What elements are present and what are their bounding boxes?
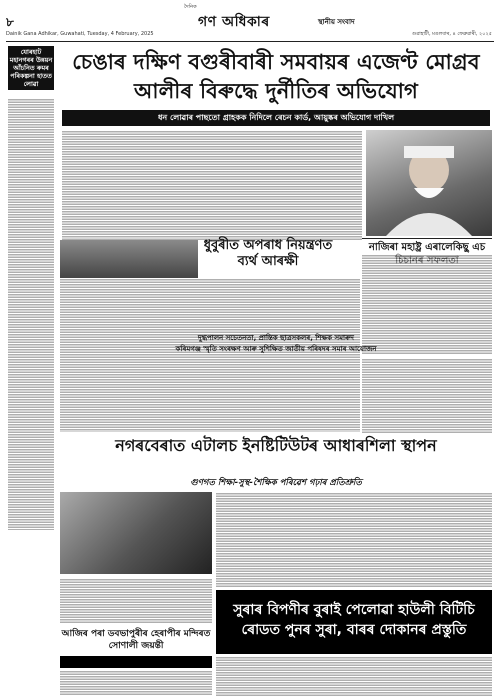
- dateline-local: গুৱাহাটী, মঙলবাৰ, ৪ ফেব্ৰুৱাৰী, ২০২৫: [411, 31, 492, 37]
- story7-headline: আজিৰ পৰা ডবভাপুৰীৰ হেৰাপীৰ মন্দিৰত সোণালী জয়ন্তী: [61, 629, 211, 651]
- story5-subhead: গুণগত শিক্ষা-সুস্থ-শৈক্ষিক পৰিৱেশ গঢ়াৰ প্ৰতিশ্ৰুতি: [190, 478, 362, 488]
- story2-photo: [60, 240, 198, 278]
- story1-photo: [366, 130, 492, 236]
- portrait-image: [366, 130, 492, 236]
- page-number: ৮: [6, 15, 14, 29]
- story7-subhead: [60, 656, 212, 668]
- story3-headline: নাজিৰা মহাষ্ট্ৰ এৰালেকিছু এচ: [362, 238, 492, 267]
- story1-subhead: ধন লোৱাৰ পাছতো গ্ৰাহকক নিদিলে ৰেচন কাৰ্ড, আয়ুষ্কৰ অভিযোগ দাখিল: [62, 110, 490, 126]
- story4-body: [362, 358, 492, 434]
- paper-name: গণ অধিকাৰ: [198, 14, 270, 30]
- story6-body: [216, 656, 492, 696]
- section-name: স্থানীয় সংবাদ: [318, 18, 355, 26]
- story2-headline: ধুবুৰীত অপৰাধ নিয়ন্ত্ৰণত ব্যৰ্থ আৰক্ষী: [203, 238, 333, 269]
- story1-body: [62, 130, 362, 240]
- story1-headline: চেঙাৰ দক্ষিণ বগুৰীবাৰী সমবায়ৰ এজেণ্ট মোগ্ৰব আলীৰ বিৰুদ্ধে দুৰ্নীতিৰ অভিযোগ: [72, 50, 480, 103]
- story6-headline-banner: সুৰাৰ বিপণীৰ বুৰাই পেলোৱা হাউলী বিটিচি ৰোডত পুনৰ সুৰা, বাৰৰ দোকানৰ প্ৰস্তুতি: [216, 590, 492, 654]
- story7-body-top: [60, 578, 212, 624]
- left-column-body: [8, 98, 54, 530]
- story4-headline: দুগ্ধপালন সচেতনতা, প্ৰান্তিক ছাত্ৰসকলৰ, শিক্ষক সমাৰুদ: [198, 334, 354, 342]
- story5-headline: নগৰবেৰাত এটালচ ইনষ্টিটিউটৰ আধাৰশিলা স্থাপন: [115, 436, 437, 455]
- story5-photo: [60, 492, 212, 574]
- story7-body-bottom: [60, 670, 212, 696]
- story4-subhead: কৰিমগঞ্জ স্মৃতি সংৰক্ষণ আৰু সুশিক্ষিত জাতীয় পৰিষদৰ সমাৰ আয়োজন: [175, 345, 377, 353]
- story2-body: [60, 278, 360, 432]
- story5-body: [216, 492, 492, 588]
- paper-tag: দৈনিক: [184, 4, 197, 10]
- dateline-english: Dainik Gana Adhikar, Guwahati, Tuesday, 4 February, 2025: [6, 31, 154, 37]
- left-column-headline: যোৰহাট মহানগৰৰ উন্নয়ন আঁচনিত ৰুমৰ পৰিকল্পনা হাতত লোৱা: [9, 48, 53, 88]
